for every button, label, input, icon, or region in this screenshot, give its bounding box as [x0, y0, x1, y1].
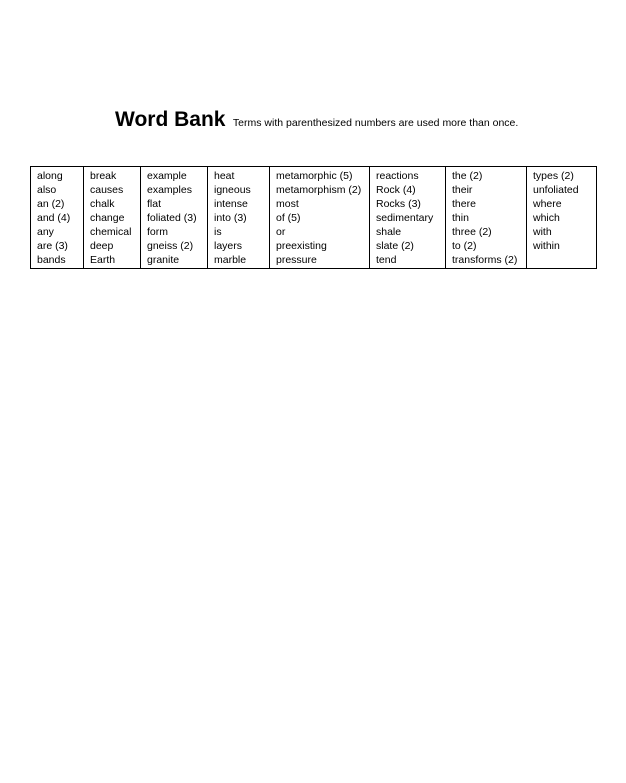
word-bank-term: change [90, 212, 125, 224]
word-bank-term: granite [147, 254, 180, 266]
word-bank-table [30, 166, 597, 269]
word-bank-term: of (5) [276, 212, 301, 224]
word-bank-term: flat [147, 198, 162, 210]
word-bank-term: layers [214, 240, 243, 252]
word-bank-term: which [533, 212, 560, 224]
word-bank-term: intense [214, 198, 248, 210]
word-bank-term: bands [37, 254, 66, 266]
word-bank-title: Word Bank [115, 108, 226, 131]
word-bank-term: thin [452, 212, 469, 224]
word-column [445, 167, 526, 268]
word-bank-term: gneiss (2) [147, 240, 194, 252]
word-bank-term: shale [376, 226, 402, 238]
word-bank-term: sedimentary [376, 212, 434, 224]
word-bank-term: foliated (3) [147, 212, 197, 224]
word-column [269, 167, 369, 268]
word-bank-term: marble [214, 254, 247, 266]
word-bank-term: Rocks (3) [376, 198, 421, 210]
word-bank-term: three (2) [452, 226, 492, 238]
word-bank-term: unfoliated [533, 184, 579, 196]
word-bank-instructions: Terms with parenthesized numbers are used more than once. [232, 117, 519, 129]
word-bank-term: tend [376, 254, 397, 266]
word-column [207, 167, 269, 268]
word-bank-heading [115, 108, 518, 132]
word-column [83, 167, 140, 268]
word-bank-term: transforms (2) [452, 254, 518, 266]
word-bank-term: their [452, 184, 473, 196]
word-bank-term: along [37, 170, 63, 182]
word-bank-term: igneous [214, 184, 251, 196]
word-bank-term: chemical [90, 226, 132, 238]
word-bank-term: examples [147, 184, 192, 196]
word-bank-term: form [147, 226, 168, 238]
word-bank-term: is [214, 226, 222, 238]
word-bank-term: most [276, 198, 299, 210]
word-bank-term: to (2) [452, 240, 477, 252]
word-bank-term: causes [90, 184, 124, 196]
word-bank-term: preexisting [276, 240, 327, 252]
word-bank-term: Earth [90, 254, 116, 266]
word-bank-term: are (3) [37, 240, 68, 252]
word-bank-term: an (2) [37, 198, 65, 210]
word-bank-term: pressure [276, 254, 317, 266]
word-bank-term: within [533, 240, 560, 252]
word-bank-term: with [533, 226, 552, 238]
word-bank-term: and (4) [37, 212, 71, 224]
word-bank-term: metamorphism (2) [276, 184, 362, 196]
word-bank-term: slate (2) [376, 240, 414, 252]
word-bank-term: where [533, 198, 562, 210]
word-bank-term: the (2) [452, 170, 483, 182]
word-bank-term: heat [214, 170, 235, 182]
word-column [369, 167, 445, 268]
word-bank-term: example [147, 170, 187, 182]
word-column [31, 167, 83, 268]
word-bank-term: or [276, 226, 286, 238]
word-column [140, 167, 207, 268]
word-bank-term: any [37, 226, 54, 238]
word-bank-term: there [452, 198, 476, 210]
word-bank-term: also [37, 184, 57, 196]
word-bank-term: reactions [376, 170, 419, 182]
word-bank-term: chalk [90, 198, 115, 210]
word-bank-term: deep [90, 240, 114, 252]
word-bank-term: break [90, 170, 117, 182]
word-bank-term: types (2) [533, 170, 574, 182]
word-bank-term: Rock (4) [376, 184, 416, 196]
word-bank-term: metamorphic (5) [276, 170, 353, 182]
word-column [526, 167, 596, 268]
word-bank-term: into (3) [214, 212, 247, 224]
